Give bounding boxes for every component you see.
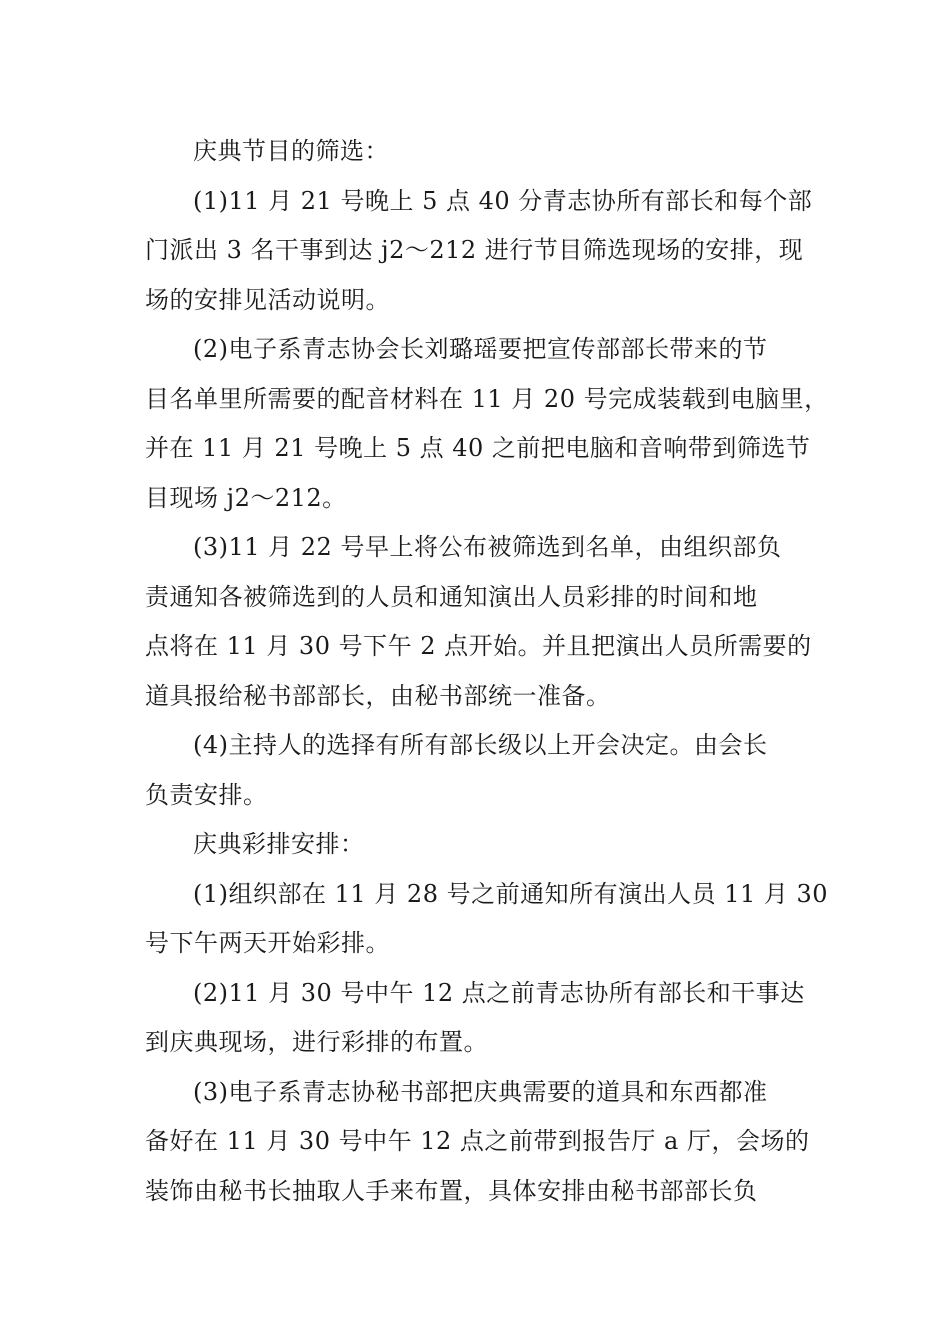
text-line: 负责安排。 <box>145 780 268 809</box>
text-line: (2)电子系青志协会长刘璐瑶要把宣传部部长带来的节 <box>193 335 768 363</box>
text-line: 庆典节目的筛选： <box>193 137 389 165</box>
text-line: 庆典彩排安排： <box>193 830 365 858</box>
section-heading-rehearsal <box>145 820 810 870</box>
text-line: 目名单里所需要的配音材料在 11 月 20 号完成装载到电脑里， <box>145 384 829 413</box>
text-line: 并在 11 月 21 号晚上 5 点 40 之前把电脑和音响带到筛选节 <box>145 434 811 462</box>
text-line: (1)组织部在 11 月 28 号之前通知所有演出人员 11 月 30 <box>193 879 829 908</box>
text-line: 备好在 11 月 30 号中午 12 点之前带到报告厅 a 厅，会场的 <box>145 1127 810 1155</box>
text-line: (4)主持人的选择有所有部长级以上开会决定。由会长 <box>193 731 768 759</box>
section-heading-program-selection <box>145 127 810 177</box>
text-line: 门派出 3 名干事到达 j2～212 进行节目筛选现场的安排，现 <box>145 236 804 264</box>
text-line: 点将在 11 月 30 号下午 2 点开始。并且把演出人员所需要的 <box>145 632 812 660</box>
text-line: 号下午两天开始彩排。 <box>145 929 390 957</box>
paragraph-selection-3 <box>145 523 810 721</box>
text-line: (2)11 月 30 号中午 12 点之前青志协所有部长和干事达 <box>193 978 805 1007</box>
text-line: 目现场 j2～212。 <box>145 483 347 512</box>
paragraph-rehearsal-1 <box>145 870 829 969</box>
text-line: (1)11 月 21 号晚上 5 点 40 分青志协所有部长和每个部 <box>193 186 813 215</box>
paragraph-rehearsal-2 <box>145 969 810 1068</box>
text-line: 责通知各被筛选到的人员和通知演出人员彩排的时间和地 <box>145 582 758 611</box>
text-line: 场的安排见活动说明。 <box>145 285 390 314</box>
text-line: 到庆典现场，进行彩排的布置。 <box>145 1028 488 1056</box>
text-line: 装饰由秘书长抽取人手来布置，具体安排由秘书部部长负 <box>145 1176 758 1205</box>
paragraph-selection-1 <box>145 177 813 326</box>
paragraph-selection-4 <box>145 721 810 820</box>
text-line: (3)电子系青志协秘书部把庆典需要的道具和东西都准 <box>193 1077 768 1106</box>
text-line: 道具报给秘书部部长，由秘书部统一准备。 <box>145 681 611 710</box>
document-body <box>145 127 829 1216</box>
paragraph-rehearsal-3 <box>145 1068 810 1217</box>
text-line: (3)11 月 22 号早上将公布被筛选到名单，由组织部负 <box>193 533 782 561</box>
paragraph-selection-2 <box>145 325 829 523</box>
